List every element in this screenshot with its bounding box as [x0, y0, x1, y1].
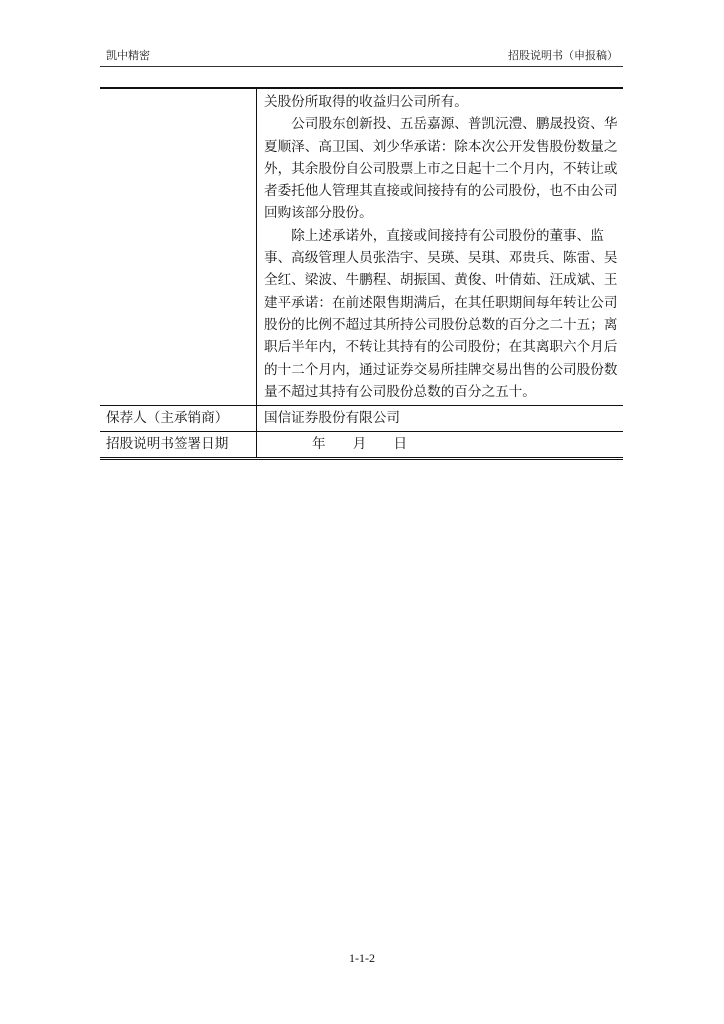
sponsor-value: 国信证券股份有限公司 [264, 410, 400, 427]
sign-date-value: 年 月 日 [312, 436, 408, 453]
header-company-name: 凯中精密 [106, 49, 150, 62]
header-divider [100, 66, 623, 67]
commitment-paragraph: 关股份所取得的收益归公司所有。 [264, 94, 468, 110]
header-document-title: 招股说明书（申报稿） [508, 49, 618, 62]
table-row-sign-date [100, 432, 623, 457]
table-row-lockup-commitments [100, 89, 623, 406]
sponsor-label: 保荐人（主承销商） [100, 406, 257, 431]
table-row-sponsor [100, 406, 623, 432]
lockup-commitment-text [257, 89, 623, 405]
commitment-paragraph: 公司股东创新投、五岳嘉源、普凯沅澧、鹏晟投资、华夏顺泽、高卫国、刘少华承诺：除本次公开发售股份数量之外，其余股份自公司股票上市之日起十二个月内，不转让或者委托他人管理其直接或间接持有的公司股份，也不由公司回购该部分股份。 [264, 116, 618, 222]
table-bottom-rule [100, 457, 623, 460]
sign-date-label: 招股说明书签署日期 [100, 432, 257, 457]
commitment-paragraph: 除上述承诺外，直接或间接持有公司股份的董事、监事、高级管理人员张浩宇、吴瑛、吴琪、邓贵兵、陈雷、吴全红、梁波、牛鹏程、胡振国、黄俊、叶倩茹、汪成斌、王建平承诺：在前述限售期满后，在其任职期间每年转让公司股份的比例不超过其所持公司股份总数的百分之二十五；离职后半年内，不转让其持有的公司股份；在其离职六个月后的十二个月内，通过证券交易所挂牌交易出售的公司股份数量不超过其持有公司股份总数的百分之五十。 [264, 227, 618, 400]
lockup-label-cell [100, 89, 257, 405]
info-table [100, 87, 623, 460]
page-number: 1-1-2 [349, 951, 375, 965]
